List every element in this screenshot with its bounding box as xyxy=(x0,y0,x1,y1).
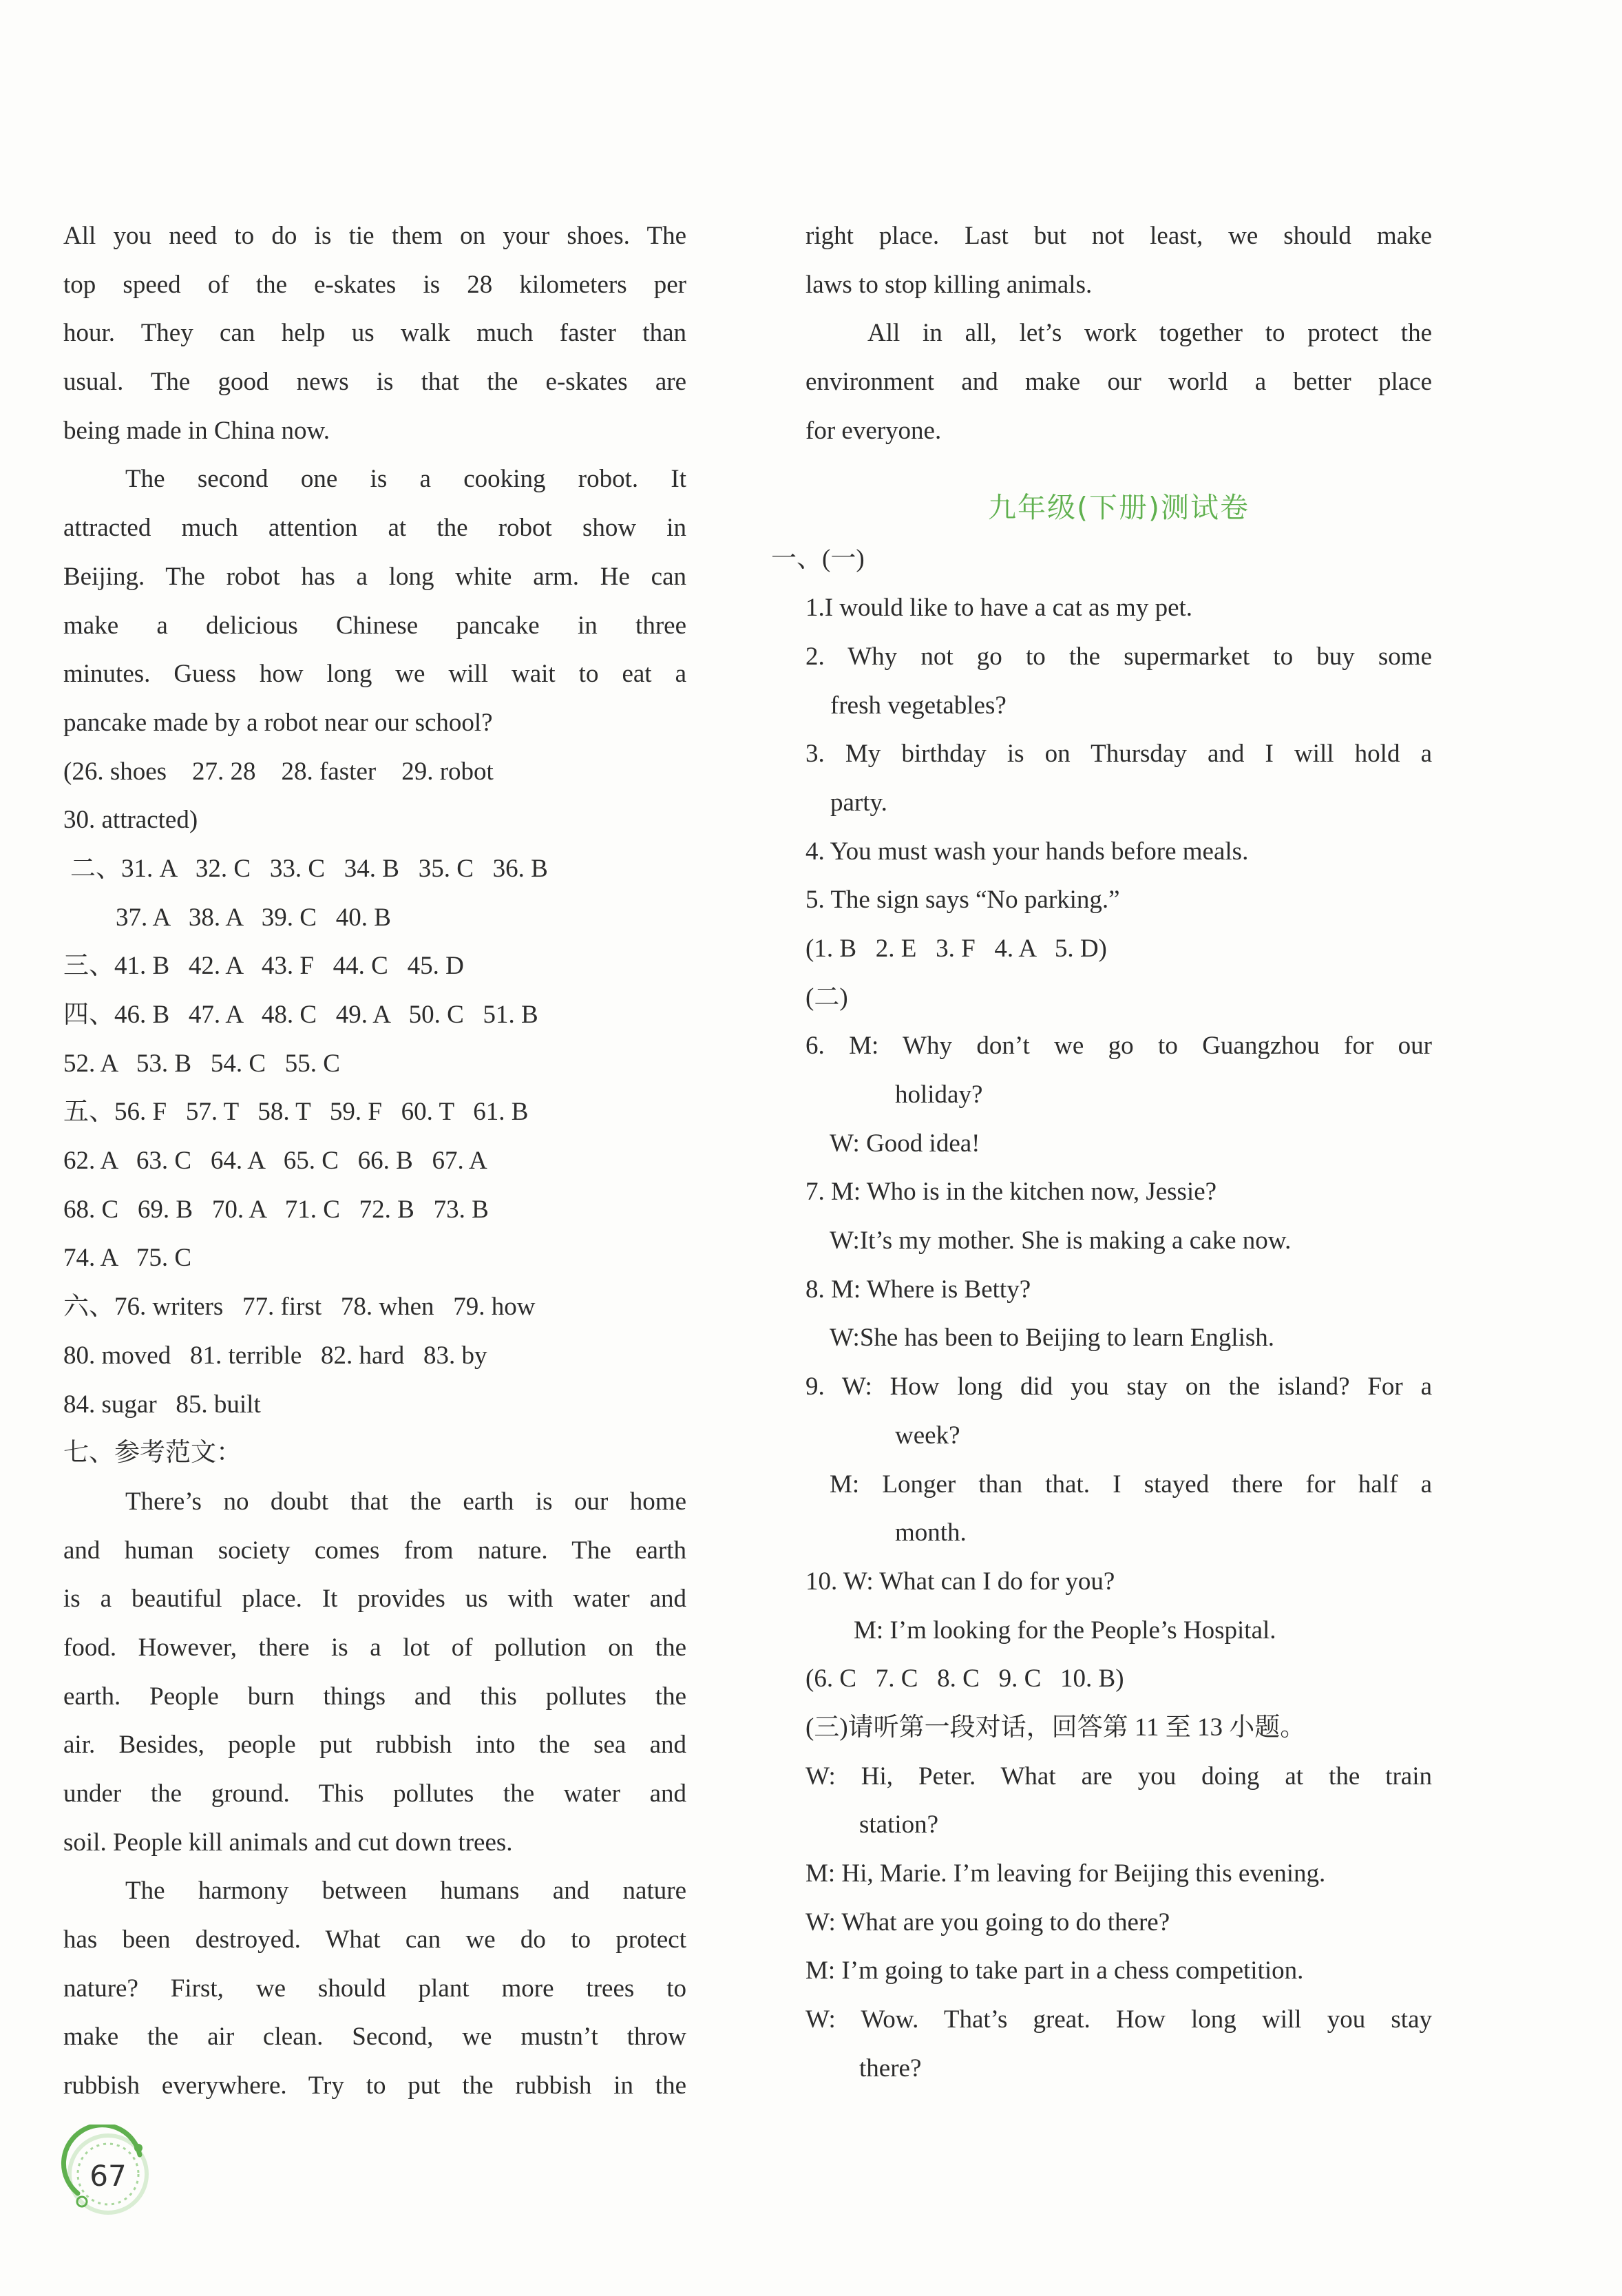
question-line: party. xyxy=(830,788,887,817)
answer-line: 37. A 38. A 39. C 40. B xyxy=(116,903,391,932)
part-heading: 一、(一) xyxy=(771,545,865,574)
answer-line: 30. attracted) xyxy=(63,806,198,835)
text-line: minutes. Guess how long we will wait to eat a xyxy=(63,660,686,689)
answer-line: (26. shoes 27. 28 28. faster 29. robot xyxy=(63,757,494,786)
text-line: pancake made by a robot near our school? xyxy=(63,708,493,737)
question-line: 8. M: Where is Betty? xyxy=(805,1275,1031,1304)
dialogue-line: M: Hi, Marie. I’m leaving for Beijing this evening. xyxy=(805,1859,1326,1888)
question-line: M: I’m looking for the People’s Hospital. xyxy=(854,1616,1276,1645)
text-line: is a beautiful place. It provides us with water and xyxy=(63,1585,686,1614)
text-line: All in all, let’s work together to protect the xyxy=(867,319,1432,348)
answer-line: 四、46. B 47. A 48. C 49. A 50. C 51. B xyxy=(63,1001,538,1029)
dialogue-line: W: Wow. That’s great. How long will you stay xyxy=(805,2005,1432,2034)
text-line: food. However, there is a lot of pollution on the xyxy=(63,1633,686,1662)
answer-line: 六、76. writers 77. first 78. when 79. how xyxy=(63,1293,536,1322)
answer-line: 五、56. F 57. T 58. T 59. F 60. T 61. B xyxy=(63,1098,529,1127)
question-line: 3. My birthday is on Thursday and I will hold a xyxy=(805,740,1432,769)
question-line: 2. Why not go to the supermarket to buy some xyxy=(805,642,1432,671)
text-line: has been destroyed. What can we do to protect xyxy=(63,1925,686,1954)
question-line: 7. M: Who is in the kitchen now, Jessie? xyxy=(805,1178,1217,1207)
page-number: 67 xyxy=(89,2159,127,2193)
text-line: attracted much attention at the robot show in xyxy=(63,514,686,543)
answer-line: (6. C 7. C 8. C 9. C 10. B) xyxy=(805,1664,1124,1693)
text-line: Beijing. The robot has a long white arm. He can xyxy=(63,562,686,591)
text-line: and human society comes from nature. The earth xyxy=(63,1536,686,1565)
question-line: 4. You must wash your hands before meals. xyxy=(805,837,1249,866)
question-line: 6. M: Why don’t we go to Guangzhou for our xyxy=(805,1032,1432,1061)
question-line: W:She has been to Beijing to learn English. xyxy=(830,1324,1275,1353)
text-line: The harmony between humans and nature xyxy=(125,1877,686,1906)
question-line: week? xyxy=(895,1421,960,1450)
text-line: earth. People burn things and this pollutes the xyxy=(63,1682,686,1711)
text-line: laws to stop killing animals. xyxy=(805,270,1093,299)
answer-line: (1. B 2. E 3. F 4. A 5. D) xyxy=(805,934,1107,963)
text-line: right place. Last but not least, we should make xyxy=(805,222,1432,250)
question-line: W:It’s my mother. She is making a cake now. xyxy=(830,1227,1292,1255)
question-line: M: Longer than that. I stayed there for half a xyxy=(830,1470,1432,1499)
dialogue-line: W: Hi, Peter. What are you doing at the train xyxy=(805,1762,1432,1791)
text-line: hour. They can help us walk much faster than xyxy=(63,319,686,348)
left-column xyxy=(63,212,686,2111)
answer-line: 74. A 75. C xyxy=(63,1244,192,1273)
answer-line: 52. A 53. B 54. C 55. C xyxy=(63,1049,340,1078)
question-line: 1.I would like to have a cat as my pet. xyxy=(805,594,1193,623)
section-heading: 七、参考范文： xyxy=(63,1439,242,1468)
text-line: top speed of the e-skates is 28 kilometers per xyxy=(63,270,686,299)
question-line: holiday? xyxy=(895,1081,983,1109)
text-line: rubbish everywhere. Try to put the rubbish in the xyxy=(63,2071,686,2100)
question-line: fresh vegetables? xyxy=(830,691,1007,720)
question-line: 10. W: What can I do for you? xyxy=(805,1567,1115,1596)
text-line: air. Besides, people put rubbish into the sea and xyxy=(63,1731,686,1760)
part-heading: (二) xyxy=(805,983,848,1012)
question-line: W: Good idea! xyxy=(830,1129,980,1158)
question-line: 9. W: How long did you stay on the island? For a xyxy=(805,1373,1432,1401)
text-line: being made in China now. xyxy=(63,416,330,445)
answer-line: 68. C 69. B 70. A 71. C 72. B 73. B xyxy=(63,1195,489,1224)
dialogue-line: station? xyxy=(859,1810,939,1839)
answer-line: 三、41. B 42. A 43. F 44. C 45. D xyxy=(63,952,464,981)
answer-line: 80. moved 81. terrible 82. hard 83. by xyxy=(63,1341,487,1370)
answer-line: 62. A 63. C 64. A 65. C 66. B 67. A xyxy=(63,1147,487,1176)
text-line: under the ground. This pollutes the water and xyxy=(63,1780,686,1808)
text-line: The second one is a cooking robot. It xyxy=(125,465,686,494)
text-line: There’s no doubt that the earth is our home xyxy=(125,1487,686,1516)
text-line: for everyone. xyxy=(805,416,942,445)
text-line: soil. People kill animals and cut down trees. xyxy=(63,1828,513,1857)
question-line: 5. The sign says “No parking.” xyxy=(805,886,1120,915)
text-line: environment and make our world a better place xyxy=(805,368,1432,397)
section-title: 九年级(下册)测试卷 xyxy=(988,491,1250,525)
text-line: usual. The good news is that the e-skates are xyxy=(63,368,686,397)
page-number-badge xyxy=(59,2125,155,2221)
part-heading: (三)请听第一段对话，回答第 11 至 13 小题。 xyxy=(805,1713,1306,1742)
text-line: nature? First, we should plant more trees to xyxy=(63,1974,686,2003)
answer-line: 84. sugar 85. built xyxy=(63,1390,261,1419)
question-line: month. xyxy=(895,1519,967,1547)
right-column xyxy=(771,212,1432,2093)
text-line: All you need to do is tie them on your shoes. The xyxy=(63,222,686,250)
text-line: make a delicious Chinese pancake in three xyxy=(63,611,686,640)
dialogue-line: there? xyxy=(859,2054,922,2083)
text-line: make the air clean. Second, we mustn’t throw xyxy=(63,2023,686,2052)
answer-line: 二、31. A 32. C 33. C 34. B 35. C 36. B xyxy=(70,854,548,883)
dialogue-line: M: I’m going to take part in a chess competition. xyxy=(805,1956,1304,1985)
dialogue-line: W: What are you going to do there? xyxy=(805,1908,1170,1937)
